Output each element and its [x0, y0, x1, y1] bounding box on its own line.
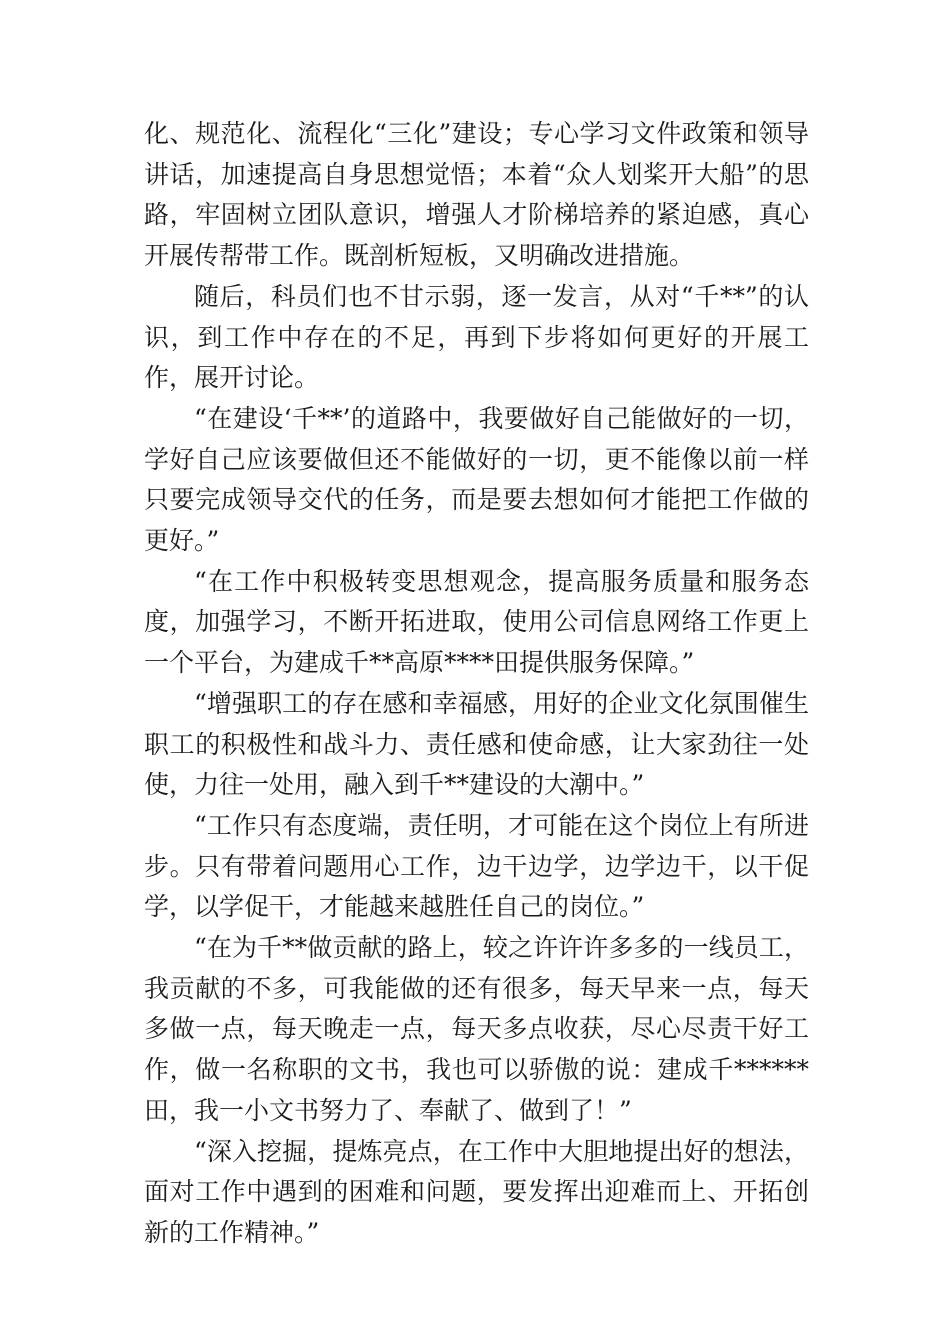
paragraph-continued: 化、规范化、流程化“三化”建设；专心学习文件政策和领导讲话，加速提高自身思想觉悟；本着“众人划桨开大船”的思路，牢固树立团队意识，增强人才阶梯培养的紧迫感，真心开展传帮带工作。既剖析短板，又明确改进措施。	[144, 119, 809, 271]
paragraph-staff-discussion: 随后，科员们也不甘示弱，逐一发言，从对“千**”的认识，到工作中存在的不足，再到下步将如何更好的开展工作，展开讨论。	[144, 281, 809, 393]
quote-paragraph: “在建设‘千**’的道路中，我要做好自己能做好的一切，学好自己应该要做但还不能做好的一切，更不能像以前一样只要完成领导交代的任务，而是要去想如何才能把工作做的更好。”	[144, 403, 809, 556]
quote-paragraph: “工作只有态度端，责任明，才可能在这个岗位上有所进步。只有带着问题用心工作，边干边学，边学边干，以干促学，以学促干，才能越来越胜任自己的岗位。”	[144, 810, 809, 922]
quote-paragraph: “在为千**做贡献的路上，较之许许许多多的一线员工，我贡献的不多，可我能做的还有很多，每天早来一点，每天多做一点，每天晚走一点，每天多点收获，尽心尽责干好工作，做一名称职的文书，我也可以骄傲的说：建成千******田，我一小文书努力了、奉献了、做到了！”	[144, 933, 809, 1125]
document-body	[144, 114, 809, 1254]
quote-paragraph: “在工作中积极转变思想观念，提高服务质量和服务态度，加强学习，不断开拓进取，使用公司信息网络工作更上一个平台，为建成千**高原****田提供服务保障。”	[144, 566, 809, 678]
quote-paragraph: “增强职工的存在感和幸福感，用好的企业文化氛围催生职工的积极性和战斗力、责任感和使命感，让大家劲往一处使，力往一处用，融入到千**建设的大潮中。”	[144, 688, 809, 800]
quote-paragraph: “深入挖掘，提炼亮点，在工作中大胆地提出好的想法，面对工作中遇到的困难和问题，要发挥出迎难而上、开拓创新的工作精神。”	[144, 1136, 809, 1247]
